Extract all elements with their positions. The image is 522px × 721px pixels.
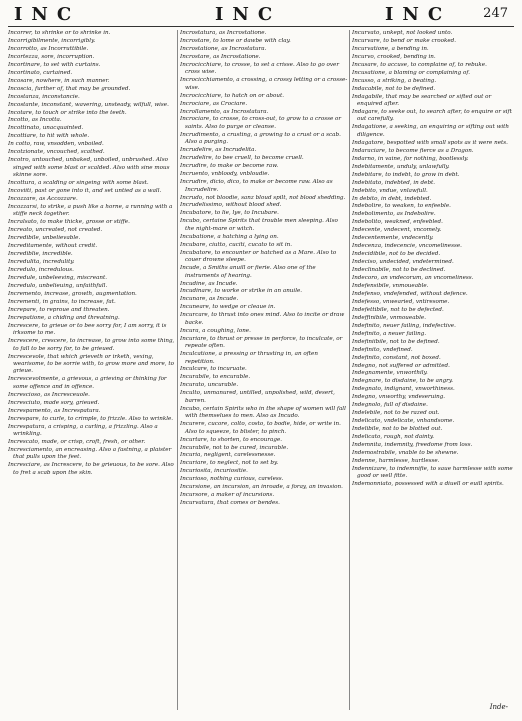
- dictionary-entry: Incorrer, to shrinke or to shrinke in.: [8, 30, 111, 36]
- dictionary-entry: Indemostrabile, vnable to be shewne.: [352, 450, 459, 457]
- dictionary-entry: Incortezza, sore, incorruption.: [8, 53, 95, 60]
- dictionary-entry: Indefinito, a neuer failing.: [352, 330, 427, 337]
- dictionary-entry: Increato, uncreated, not created.: [8, 227, 103, 234]
- dictionary-entry: Increscere, to grieue or to bee sorry for, I am sorry, it is irksome to me.: [8, 322, 167, 337]
- dictionary-entry: Incrollamento, as Incrostatura.: [180, 108, 269, 115]
- dictionary-entry: Incortinato, curtained.: [8, 69, 73, 76]
- dictionary-entry: Incubo, certain Spirits who in the shape of women will fall with themselues to men. Also as Incudo.: [180, 405, 346, 420]
- dictionary-entry: Increspamento, as Increspatura.: [8, 407, 101, 414]
- dictionary-entry: Indennizare, to indemnifie, to saue harmlesse with some good or well fitte.: [352, 465, 513, 480]
- dictionary-entry: Indebolire, to weaken, to enfeeble.: [352, 203, 451, 210]
- dictionary-entry: Incuria, negligent, carelessnesse.: [180, 452, 276, 459]
- dictionary-entry: Incrudire, to make or become raw.: [180, 163, 279, 170]
- dictionary-entry: Indebitato, indebted, in debt.: [352, 179, 436, 186]
- column-left: [8, 30, 176, 712]
- dictionary-entry: Incrociare, as Crociare.: [180, 100, 248, 107]
- dictionary-entry: Incredule, unbeleeving, miscreant.: [8, 275, 108, 282]
- dictionary-entry: Indeffinibile, vnmoueable.: [352, 314, 427, 321]
- column-divider: [349, 30, 350, 710]
- dictionary-entry: Indeciso, undecided, vndetermined.: [352, 259, 454, 266]
- dictionary-entry: Indagabile, that may be searched or sifted out or enquired after.: [352, 93, 492, 108]
- dictionary-entry: Incusatione, a blaming or complaining of.: [352, 69, 470, 76]
- dictionary-entry: Incuriare, to neglect, not to set by.: [180, 460, 279, 467]
- dictionary-entry: Incubare, ciutto, cuciti, cucato to sit in.: [180, 241, 293, 248]
- dictionary-entry: Indecenza, indecencie, vncomelinesse.: [352, 243, 462, 250]
- dictionary-entry: Indegno, vnworthy, vndeseruing.: [352, 394, 446, 401]
- dictionary-entry: Incubatore, to lie, lye, to Incubare.: [180, 210, 279, 217]
- dictionary-entry: Incrudo, not bloodie, sanz bloud spilt, not blood shedding.: [180, 194, 346, 201]
- dictionary-entry: Incuriosita, incuriositie.: [180, 468, 248, 475]
- dictionary-entry: Indagare, to seeke out, to search after, to enquire or sift out carefully.: [352, 109, 512, 123]
- dictionary-entry: Incrudelire, as Incrudelita.: [180, 147, 257, 154]
- dictionary-entry: Incoscia, further of, that may be grounded.: [8, 85, 131, 92]
- dictionary-entry: Indenne, harmlesse, hurtlesse.: [352, 457, 440, 464]
- dictionary-entry: Incostante, inconstant, wavering, unsteady, wilfull, wise.: [8, 101, 169, 108]
- dictionary-entry: Indefinito, vndefined.: [352, 346, 413, 353]
- header-left-word: INC: [14, 4, 81, 25]
- dictionary-entry: Incudinare, to worke or strike in an anuile.: [180, 288, 303, 295]
- dictionary-entry: Incrocicchiare, to crosse, to set a crisse. Also to go over cross wise.: [180, 61, 340, 76]
- dictionary-entry: Indelicato, rough, not dainty.: [352, 434, 435, 441]
- dictionary-entry: Incubo, certaine Spirits that trouble men sleeping. Also the night-mare or witch.: [180, 218, 338, 232]
- dictionary-entry: Incorrotto, as Incorruttibile.: [8, 45, 89, 52]
- dictionary-entry: Indefiniibile, not to be defined.: [352, 338, 440, 345]
- dictionary-entry: Incusare, to accuse, to complaine of, to rebuke.: [352, 61, 487, 68]
- dictionary-entry: Incottinato, unacquainted.: [8, 125, 84, 132]
- dictionary-entry: Increscato, made, or crisp, croft, fresh, or other.: [8, 439, 146, 446]
- dictionary-entry: Indacabile, not to be defined.: [352, 85, 436, 92]
- dictionary-entry: Incunare, as Incude.: [180, 296, 239, 303]
- column-right: [352, 30, 516, 712]
- dictionary-entry: Indelebile, not to be razed out.: [352, 410, 440, 417]
- dictionary-entry: Indefinito, constant, not boxed.: [352, 354, 441, 361]
- header-right-word: INC: [385, 4, 452, 25]
- dictionary-entry: Indarno, in vaine, for nothing, bootlessly.: [352, 155, 469, 162]
- dictionary-entry: Indefinito, neuer failing, indefective.: [352, 322, 456, 329]
- dictionary-entry: Indegnamente, vnworthily.: [352, 370, 428, 377]
- dictionary-entry: Incurtare, to shorten, to encourage.: [180, 436, 283, 443]
- dictionary-entry: Indemnita, indemnity, freedome from loss.: [352, 442, 473, 449]
- dictionary-entry: Increscere, crescere, to increase, to grow into some thing, to fall to be sorry for, to be grieued.: [8, 338, 175, 352]
- dictionary-entry: Incurato, uncurable.: [180, 382, 239, 389]
- dictionary-entry: Indefesso, vnwearied, vntiresome.: [352, 298, 450, 305]
- dictionary-entry: Increspare, to curle, to crimple, to frizzle. Also to wrinkle.: [8, 415, 174, 422]
- dictionary-entry: Incozzare, as Accozzare.: [8, 196, 78, 203]
- dictionary-entry: Incrostare, to lome or dawbe with clay.: [180, 37, 291, 44]
- dictionary-entry: Incottiare, to hit with whole.: [8, 133, 90, 140]
- dictionary-entry: Incredulo, incredulous.: [8, 267, 74, 274]
- dictionary-entry: Increscioso, as Incresceuole.: [8, 391, 90, 398]
- dictionary-entry: Indebitamente, unduly, unlawfully.: [352, 163, 450, 170]
- dictionary-entry: Incursore, a maker of incursions.: [180, 492, 275, 499]
- dictionary-entry: Incudine, as Incude.: [180, 280, 238, 287]
- dictionary-entry: Indebitare, to indebt, to grow in debt.: [352, 171, 460, 178]
- dictionary-entry: Incurvo, crooked, bending in.: [352, 53, 436, 60]
- dictionary-entry: Incurere, cucore, colto, costo, to bodie, hide, or write in. Also to squeeze, to blister, to pinch.: [180, 421, 341, 435]
- dictionary-entry: Inculcare, to incuruate.: [180, 366, 247, 373]
- dictionary-entry: Increscevolmente, a grievous, a grieving or thinking for some offence and in offence.: [8, 376, 167, 390]
- dictionary-entry: Indefensibile, vnmoueable.: [352, 283, 429, 289]
- dictionary-entry: Indecoro, an vndecorum, an vncomeliness.: [352, 275, 474, 282]
- dictionary-entry: Incrocicchiamento, a crossing, a crossy letting or a crosse-wise.: [180, 77, 348, 91]
- dictionary-entry: Incozzarsi, to strike, a push like a horne, a running with a stiffe neck together.: [8, 203, 173, 218]
- page-number: 247: [483, 6, 508, 21]
- header-rule: [8, 26, 514, 27]
- dictionary-entry: Indelibile, not to be blotted out.: [352, 426, 443, 433]
- dictionary-entry: Incottura, a scalding or singeing with some blast.: [8, 180, 149, 187]
- dictionary-entry: Incrudelire, to bee cruell, to become cruell.: [180, 155, 304, 162]
- dictionary-entry: Incrudelissimo, without blood shed.: [180, 202, 282, 209]
- dictionary-entry: Incrudimento, a crusting, a growing to a crust or a scab. Also a purging.: [180, 131, 341, 146]
- dictionary-entry: Increspatura, a crisping, a curling, a frizzling. Also a wrinkling.: [8, 423, 158, 438]
- dictionary-entry: Incrostatura, as Incrostatione.: [180, 30, 267, 36]
- dictionary-entry: Inculto, unmanured, untilled, unpolished, wild, desert, barren.: [180, 390, 335, 404]
- dictionary-entry: Incralsato, to make thicke, grosse or stiffe.: [8, 219, 130, 226]
- dictionary-entry: Incubatione, a hatching a lying on.: [180, 233, 279, 240]
- dictionary-entry: Incotzionate, vncouched, scathed.: [8, 149, 105, 156]
- dictionary-entry: In cotto, raw, vnsodden, vnboiled.: [8, 141, 104, 148]
- dictionary-entry: Incosare, nowhere, in such manner.: [8, 77, 110, 84]
- dictionary-entry: Incoviiti, past or gone into it, and set untied as a wall.: [8, 188, 162, 195]
- column-middle: [180, 30, 348, 712]
- dictionary-entry: Incrementi, in grains, to increase, fat.: [8, 298, 116, 305]
- dictionary-entry: Incrudire, dicio, dico, to make or become raw. Also as Incrudelire.: [180, 179, 333, 193]
- dictionary-entry: Indecente, vndecent, vncomely.: [352, 227, 442, 234]
- dictionary-entry: Increscevole, that which grieveth or irketh, vexing, wearisome, to be sorrie with, to grow more and more, to grieue.: [8, 353, 174, 375]
- dictionary-entry: Incorrigibilmente, incorrigibly.: [8, 37, 96, 44]
- dictionary-entry: Incrostare, as Incrostatione.: [180, 53, 261, 60]
- dictionary-entry: Indaraciare, to become fierce as a Dragon.: [352, 147, 474, 154]
- dictionary-entry: Incostanza, inconstancie.: [8, 93, 80, 100]
- dictionary-entry: Indecentemente, vndecently.: [352, 235, 434, 242]
- dictionary-entry: Incrociare, to crosse, to cross-out, to grow to a crosse or saints. Also to purge or cleanse.: [180, 116, 342, 130]
- column-divider: [177, 30, 178, 710]
- dictionary-entry: Incusso, a striking, a beating.: [352, 77, 437, 84]
- dictionary-entry: Indebolimento, as Indebolire.: [352, 211, 436, 218]
- dictionary-entry: Incurvare, to bend or make crooked.: [352, 37, 457, 44]
- dictionary-entry: Incrocicchiare, to hatch on or about.: [180, 92, 285, 99]
- dictionary-entry: Incresciamento, an encreasing. Also a fastning, a plaister that pulls upon the feet.: [8, 447, 172, 461]
- dictionary-entry: Incurioso, nothing curious, careless.: [180, 476, 284, 483]
- dictionary-entry: Incredibile, unbelievable.: [8, 235, 81, 242]
- dictionary-entry: Incrostatione, as Incrostatura.: [180, 45, 267, 52]
- dictionary-entry: Indegnare, to disdaine, to be angry.: [352, 378, 454, 385]
- dictionary-entry: Incortinare, to set with curtains.: [8, 61, 101, 68]
- dictionary-entry: Indebito, vndue, vnlawfull.: [352, 187, 428, 194]
- dictionary-entry: Incuneare, to wedge or cleaue in.: [180, 304, 276, 311]
- dictionary-entry: Incude, a Smiths anuill or fierie. Also one of the instruments of hearing.: [180, 265, 316, 279]
- dictionary-entry: Incurvato, unkept, not looked unto.: [352, 30, 453, 36]
- dictionary-entry: Increpatione, a chiding and threatning.: [8, 314, 120, 321]
- dictionary-entry: Incurcare, to thrust into ones mind. Also to incite or draw backe.: [180, 312, 345, 326]
- dictionary-entry: Indegno, not suffered or admitted.: [352, 362, 450, 369]
- dictionary-entry: Indelicato, vndelicate, vnhandsome.: [352, 418, 455, 425]
- header-center-word: INC: [215, 4, 282, 25]
- catchword: Inde-: [489, 703, 508, 711]
- dictionary-entry: Indefettibile, not to be defected.: [352, 306, 444, 313]
- dictionary-entry: Indagatione, a seeking, an enquiring or sifting out with diligence.: [352, 124, 510, 138]
- dictionary-entry: Incresciare, as Increscere, to be grieuous, to be sore. Also to fret a scab upon the skin.: [8, 462, 174, 476]
- running-header: [0, 4, 522, 24]
- dictionary-entry: Incresciuto, made sory, grieued.: [8, 399, 100, 406]
- dictionary-entry: Indebolito, weakned, enfeebled.: [352, 219, 443, 226]
- dictionary-entry: Incotro, untouched, unbaked, unboiled, unbrushed. Also singed with some blast or scalded. Also with sine mous skinne sore.: [8, 157, 170, 179]
- dictionary-entry: Incuriare, to thrust or presse in perforce, to inculcate, or repeate often.: [180, 335, 343, 350]
- dictionary-entry: Incubatore, to encounter or hatched as a Mare. Also to couer drowne sleepe.: [180, 249, 337, 264]
- dictionary-entry: Inculcatione, a pressing or thrusting in, an often repetition.: [180, 351, 318, 365]
- dictionary-entry: Indefenso, vndefended, without defence.: [352, 290, 468, 297]
- dictionary-entry: Incursione, an incursion, an inroade, a foray, an invasion.: [180, 484, 343, 491]
- dictionary-entry: Indegnolo, full of disdaine.: [352, 402, 428, 409]
- dictionary-entry: Indeclinabile, not to be declined.: [352, 267, 446, 274]
- dictionary-entry: Indemonniato, possessed with a diuell or euill spirits.: [352, 481, 504, 488]
- dictionary-entry: In debito, in debt, indebted.: [352, 195, 432, 202]
- dictionary-entry: Increditamente, without credit.: [8, 243, 98, 250]
- dictionary-entry: Indegnato, indignant, vnworthiness.: [352, 386, 455, 393]
- dictionary-entry: Incurvatione, a bending in.: [352, 45, 429, 52]
- dictionary-entry: Incotto, as Incotta.: [8, 117, 62, 124]
- dictionary-entry: Incotare, to touch or strike into the teeth.: [8, 109, 127, 116]
- dictionary-entry: Incredulita, incredulity.: [8, 259, 75, 266]
- dictionary-entry: Indecidibile, not to be decided.: [352, 251, 441, 258]
- dictionary-entry: Incrediblie, incredible.: [8, 251, 73, 258]
- dictionary-entry: Incura, a coughing, lone.: [180, 327, 251, 334]
- dictionary-entry: Incurabile, not to be cured, incurable.: [180, 444, 289, 451]
- dictionary-entry: Incruento, vnbloody, vnbloudie.: [180, 171, 270, 178]
- dictionary-entry: Incurabile, to encurable.: [180, 374, 251, 381]
- dictionary-entry: Increpare, to reproue and threaten.: [8, 306, 110, 313]
- dictionary-entry: Indagatore, bespotted with small spots as it were nets.: [352, 139, 508, 146]
- dictionary-entry: Incremento, increase, growth, augmentation.: [8, 290, 137, 297]
- dictionary-entry: Incredulo, unbelieuing, unfaithfull.: [8, 283, 108, 289]
- dictionary-entry: Incurvatura, that comes or bendes.: [180, 500, 280, 507]
